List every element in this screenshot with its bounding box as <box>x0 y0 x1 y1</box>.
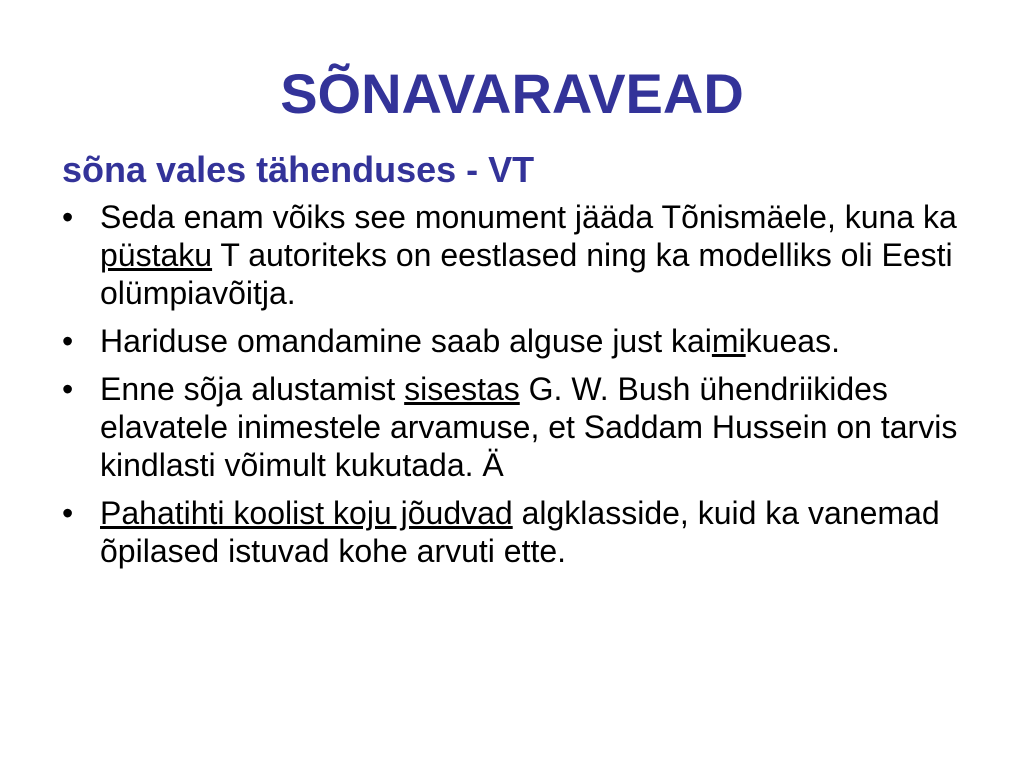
bullet-icon: • <box>62 495 74 531</box>
slide-title: SÕNAVARAVEAD <box>280 62 744 125</box>
bullet-item <box>62 494 962 570</box>
underlined-word: mi <box>711 323 746 359</box>
bullet-text-segment: G. W. Bush ühendriikides elavatele inimestele arvamuse, et Saddam Hussein on tarvis kindlasti võimult kukutada. Ä <box>100 371 958 483</box>
bullet-text-segment: algklasside, kuid ka vanemad õpilased istuvad kohe arvuti ette. <box>100 495 940 569</box>
bullet-text-segment: Enne sõja alustamist <box>100 371 405 407</box>
bullet-icon: • <box>62 371 74 407</box>
bullet-item <box>62 322 962 360</box>
slide-subtitle: sõna vales tähenduses - VT <box>62 149 535 190</box>
bullet-icon: • <box>62 323 74 359</box>
bullet-text-segment: Hariduse omandamine saab alguse just kai <box>100 323 712 359</box>
bullet-icon: • <box>62 199 74 235</box>
underlined-word: püstaku <box>100 237 213 273</box>
bullet-text-segment: Seda enam võiks see monument jääda Tõnismäele, kuna ka <box>100 199 957 235</box>
bullet-list <box>62 198 962 580</box>
bullet-text-segment: T autoriteks on eestlased ning ka modelliks oli Eesti olümpiavõitja. <box>100 237 953 311</box>
underlined-word: sisestas <box>404 371 520 407</box>
bullet-item <box>62 198 962 312</box>
bullet-text-segment: kueas. <box>745 323 840 359</box>
underlined-word: Pahatihti koolist koju jõudvad <box>100 495 513 531</box>
bullet-item <box>62 370 962 484</box>
